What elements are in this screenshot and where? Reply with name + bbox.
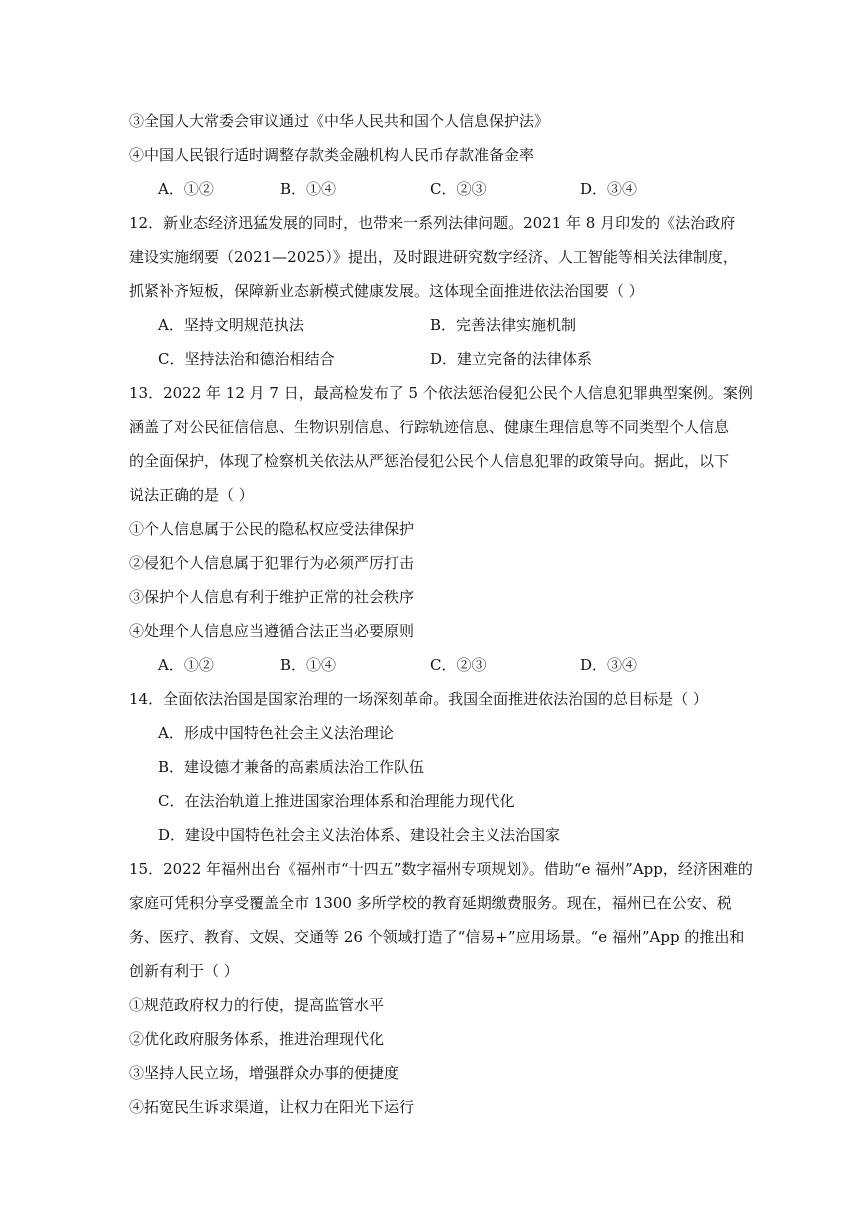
q13-statement-1: ①个人信息属于公民的隐私权应受法律保护 <box>129 520 415 538</box>
q12-option-d[interactable]: D．建立完备的法律体系 <box>430 350 593 368</box>
q11-statement-4: ④中国人民银行适时调整存款类金融机构人民币存款准备金率 <box>129 146 535 164</box>
q15-stem-line-1: 15．2022 年福州出台《福州市“十四五”数字福州专项规划》。借助“e 福州”App，经济困难的 <box>129 860 753 878</box>
q14-stem: 14．全面依法治国是国家治理的一场深刻革命。我国全面推进依法治国的总目标是（ ） <box>129 690 708 708</box>
q14-option-a[interactable]: A．形成中国特色社会主义法治理论 <box>158 724 394 742</box>
q14-option-d[interactable]: D．建设中国特色社会主义法治体系、建设社会主义法治国家 <box>158 826 561 844</box>
q12-stem-line-2: 建设实施纲要（2021—2025）》提出，及时跟进研究数字经济、人工智能等相关法律制度， <box>129 248 738 266</box>
q11-option-a[interactable]: A．①② <box>158 180 214 198</box>
q13-statement-2: ②侵犯个人信息属于犯罪行为必须严厉打击 <box>129 554 415 572</box>
q13-stem-line-1: 13．2022 年 12 月 7 日，最高检发布了 5 个依法惩治侵犯公民个人信息犯罪典型案例。案例 <box>129 384 753 402</box>
q15-stem-line-4: 创新有利于（ ） <box>129 962 239 980</box>
q13-stem-line-3: 的全面保护，体现了检察机关依法从严惩治侵犯公民个人信息犯罪的政策导向。据此，以下 <box>129 452 730 470</box>
q11-option-b[interactable]: B．①④ <box>280 180 337 198</box>
q12-option-a[interactable]: A．坚持文明规范执法 <box>158 316 304 334</box>
q15-stem-line-2: 家庭可凭积分享受覆盖全市 1300 多所学校的教育延期缴费服务。现在，福州已在公安、税 <box>129 894 732 912</box>
q13-option-c[interactable]: C．②③ <box>430 656 487 674</box>
q15-statement-3: ③坚持人民立场，增强群众办事的便捷度 <box>129 1064 400 1082</box>
q15-statement-1: ①规范政府权力的行使，提高监管水平 <box>129 996 385 1014</box>
q14-option-c[interactable]: C．在法治轨道上推进国家治理体系和治理能力现代化 <box>158 792 515 810</box>
q12-option-c[interactable]: C．坚持法治和德治相结合 <box>158 350 335 368</box>
q13-option-d[interactable]: D．③④ <box>580 656 638 674</box>
q11-statement-3: ③全国人大常委会审议通过《中华人民共和国个人信息保护法》 <box>129 112 550 130</box>
q11-option-c[interactable]: C．②③ <box>430 180 487 198</box>
q15-statement-2: ②优化政府服务体系，推进治理现代化 <box>129 1030 385 1048</box>
q12-option-b[interactable]: B．完善法律实施机制 <box>430 316 577 334</box>
q15-stem-line-3: 务、医疗、教育、文娱、交通等 26 个领域打造了“信易+”应用场景。“e 福州”App 的推出和 <box>129 928 745 946</box>
q15-statement-4: ④拓宽民生诉求渠道，让权力在阳光下运行 <box>129 1098 415 1116</box>
q12-stem-line-3: 抓紧补齐短板，保障新业态新模式健康发展。这体现全面推进依法治国要（ ） <box>129 282 644 300</box>
q13-statement-3: ③保护个人信息有利于维护正常的社会秩序 <box>129 588 415 606</box>
q14-option-b[interactable]: B．建设德才兼备的高素质法治工作队伍 <box>158 758 425 776</box>
q11-option-d[interactable]: D．③④ <box>580 180 638 198</box>
q13-stem-line-2: 涵盖了对公民征信信息、生物识别信息、行踪轨迹信息、健康生理信息等不同类型个人信息 <box>129 418 730 436</box>
q13-option-b[interactable]: B．①④ <box>280 656 337 674</box>
q13-option-a[interactable]: A．①② <box>158 656 214 674</box>
q13-stem-line-4: 说法正确的是（ ） <box>129 486 254 504</box>
q13-statement-4: ④处理个人信息应当遵循合法正当必要原则 <box>129 622 415 640</box>
q12-stem-line-1: 12．新业态经济迅猛发展的同时，也带来一系列法律问题。2021 年 8 月印发的《法治政府 <box>129 214 736 232</box>
